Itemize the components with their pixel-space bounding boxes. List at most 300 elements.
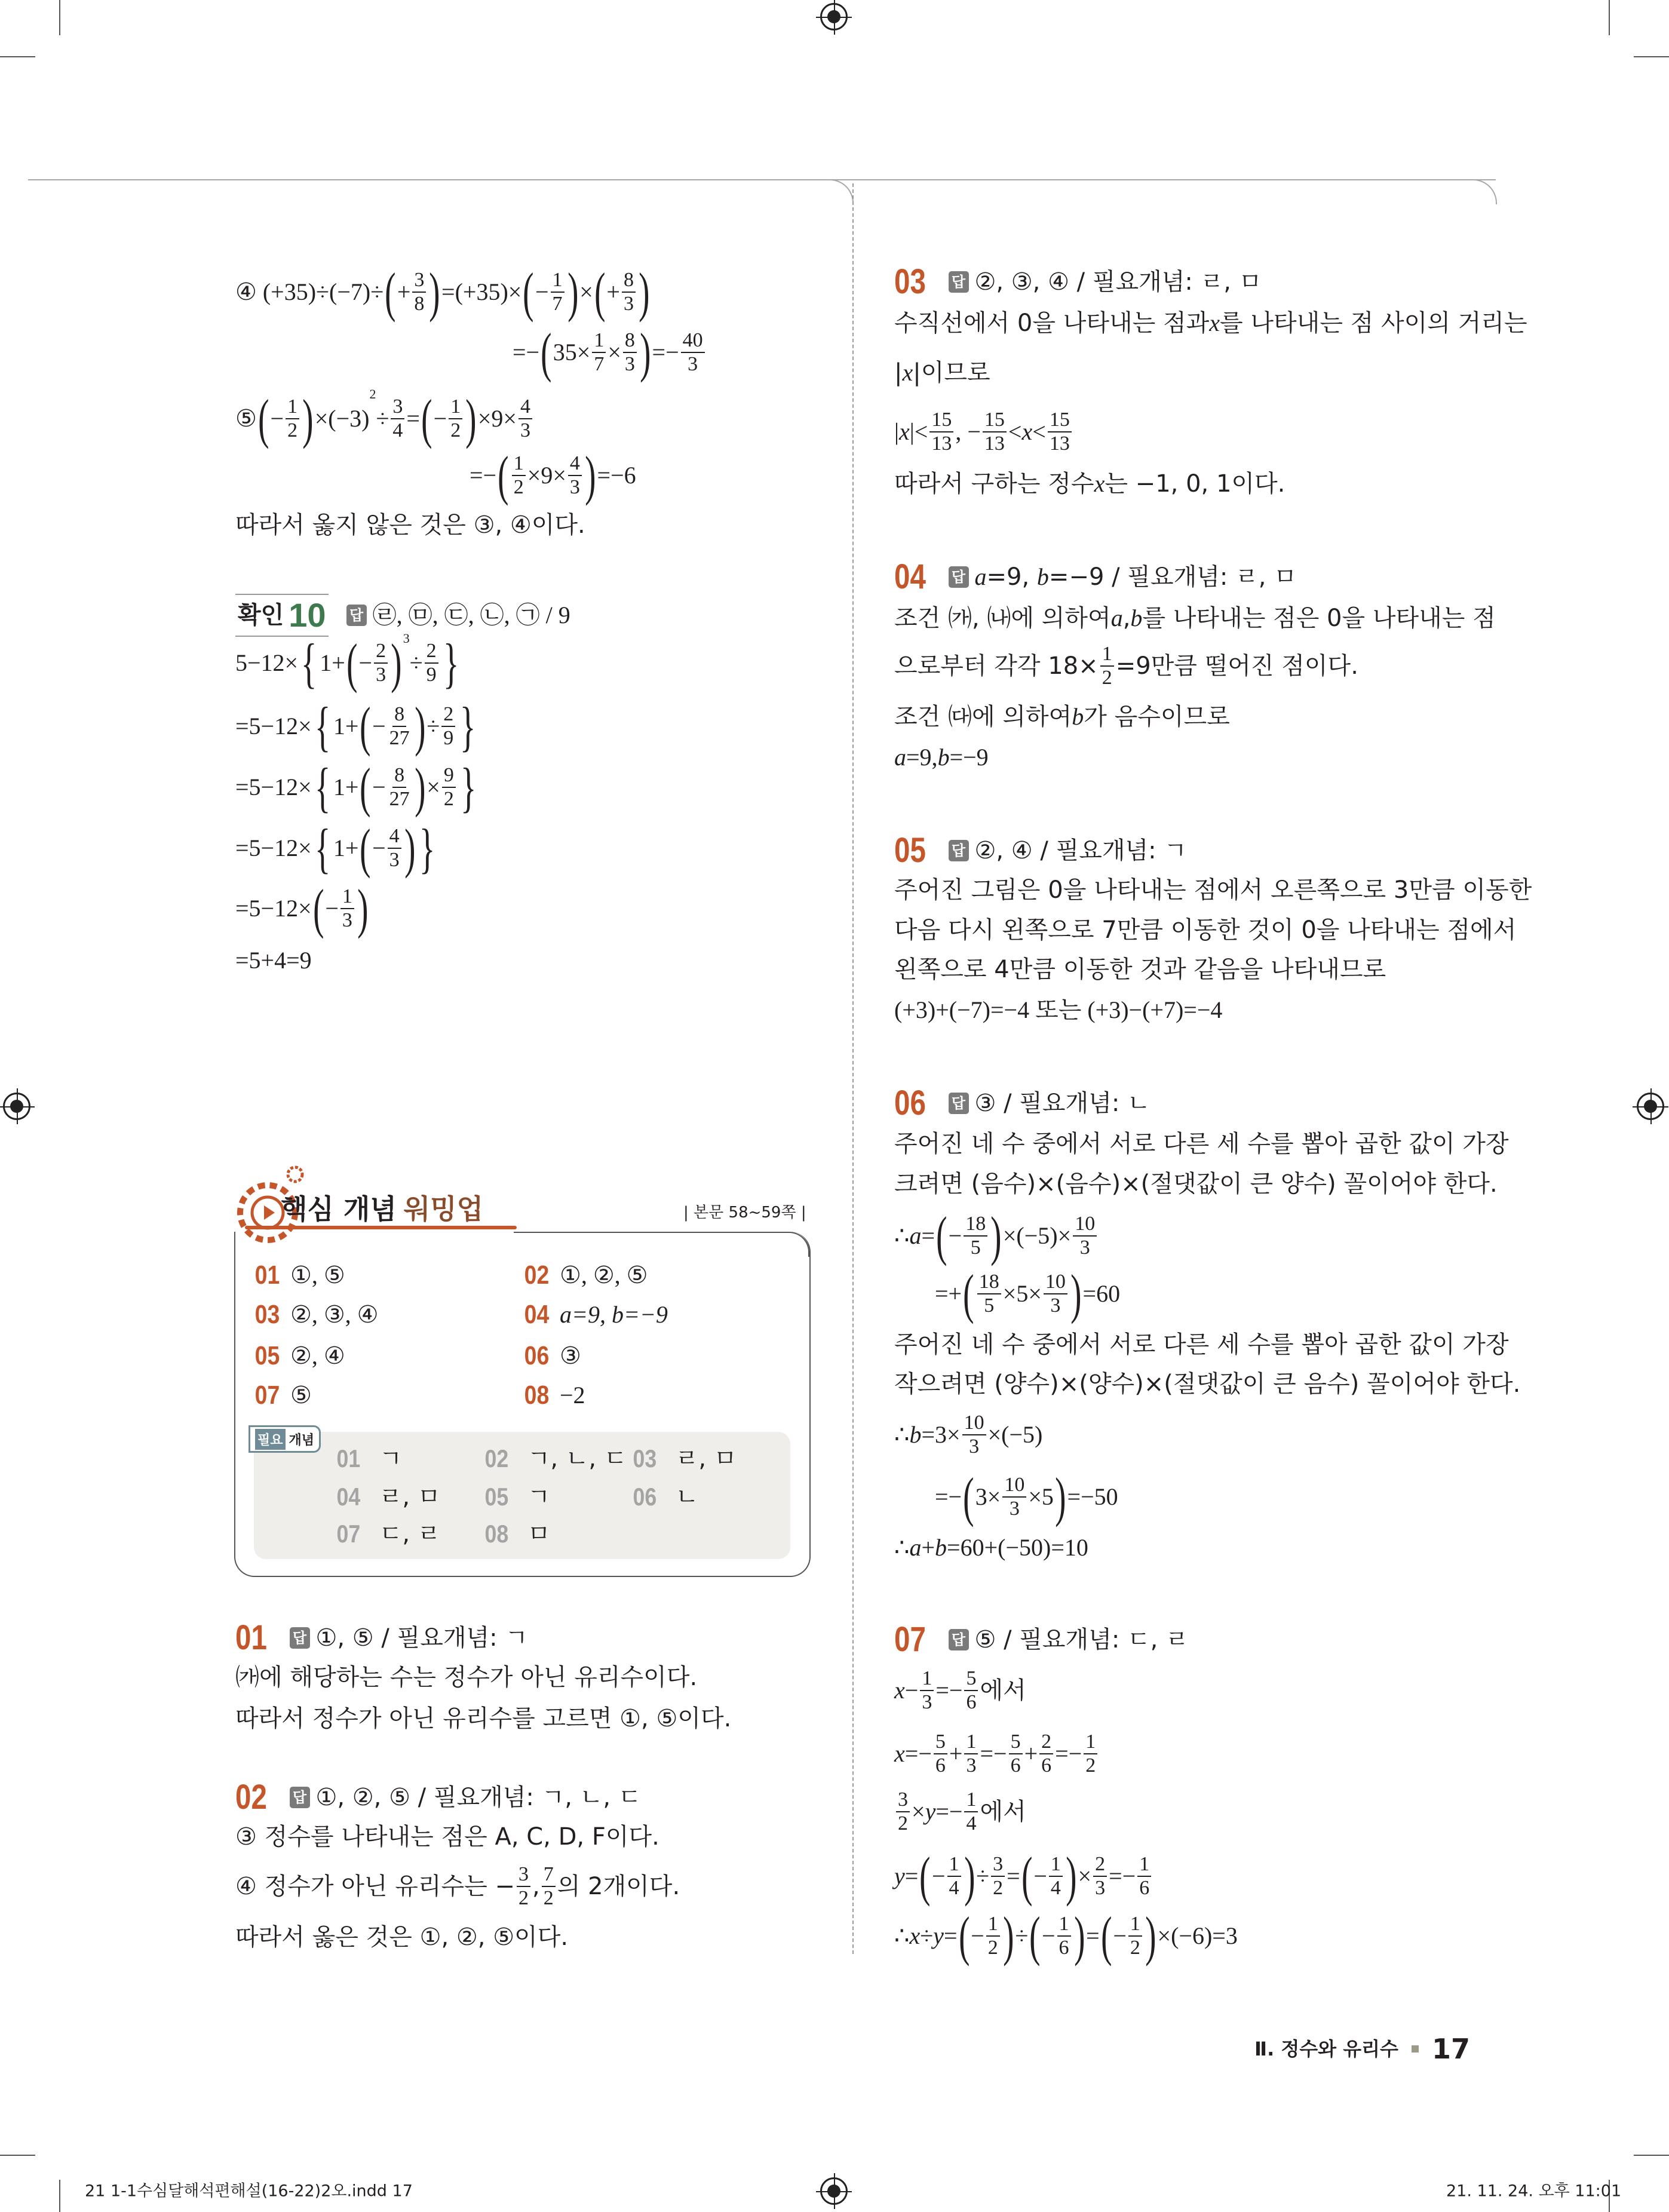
text-run: |이므로 xyxy=(913,359,990,386)
text-run: ÷ xyxy=(920,1922,934,1949)
fraction xyxy=(977,1272,1001,1316)
big-bracket: ( xyxy=(385,262,396,323)
item-number: 06 xyxy=(524,1341,550,1370)
concept-item xyxy=(335,1484,440,1510)
text-run: |< xyxy=(909,418,928,445)
variable: x xyxy=(894,1677,905,1704)
fraction-denominator: 5 xyxy=(970,1237,981,1259)
item-value: ㄱ, ㄴ, ㄷ xyxy=(527,1445,627,1472)
text-run: =5−12× xyxy=(235,713,312,740)
crop-mark xyxy=(0,56,35,57)
big-bracket: ) xyxy=(1066,1846,1077,1907)
text-line xyxy=(894,606,1496,630)
text-run: 에서 xyxy=(980,1677,1026,1704)
fraction-numerator: 1 xyxy=(512,453,526,476)
text-run: =9, xyxy=(906,744,938,771)
math-line xyxy=(894,1413,1042,1457)
fraction-numerator: 1 xyxy=(551,270,564,293)
fraction xyxy=(896,1790,910,1834)
text-run: =− xyxy=(1055,1740,1082,1767)
answer-badge-icon: 답 xyxy=(290,1787,310,1808)
text-line xyxy=(235,1864,680,1909)
text-run: ×9× xyxy=(477,405,517,432)
text-run: 가 음수이므로 xyxy=(1084,703,1230,731)
text-run: ③ / 필요개념: ㄴ xyxy=(974,1090,1150,1117)
question-header-07 xyxy=(894,1622,1189,1657)
text-run: 따라서 구하는 정수 xyxy=(894,470,1094,498)
fraction-numerator: 8 xyxy=(623,330,637,353)
text-run: ④ (+35)÷(−7)÷ xyxy=(235,278,384,305)
fraction-denominator: 2 xyxy=(1102,667,1112,689)
big-bracket: ) xyxy=(585,445,596,506)
fraction xyxy=(1137,1854,1151,1898)
text-run: =5−12× xyxy=(235,895,312,922)
text-run: ×5 xyxy=(1028,1483,1054,1510)
fraction xyxy=(425,641,438,685)
fraction-numerator: 1 xyxy=(286,397,299,419)
fraction-denominator: 6 xyxy=(1010,1754,1021,1777)
item-value: ㄱ xyxy=(527,1483,551,1511)
text-run: =5−12× xyxy=(235,835,312,861)
footer-square-icon xyxy=(1412,2045,1419,2053)
big-bracket: ( xyxy=(541,322,552,383)
text-run: ×(−5) xyxy=(987,1421,1043,1448)
text-line xyxy=(894,644,1358,688)
big-bracket: ) xyxy=(567,262,579,323)
fraction-denominator: 3 xyxy=(922,1691,932,1713)
fraction xyxy=(920,1668,934,1713)
variable: b xyxy=(935,1534,947,1561)
math-line xyxy=(235,262,651,323)
exponent: 2 xyxy=(369,386,376,401)
text-run: , xyxy=(532,1873,540,1900)
big-bracket: ( xyxy=(523,262,534,323)
page-footer xyxy=(1254,2035,1470,2063)
fraction xyxy=(934,1732,947,1776)
question-header-06 xyxy=(894,1086,1150,1121)
fraction-numerator: 1 xyxy=(1049,1854,1063,1877)
fraction-denominator: 6 xyxy=(1041,1754,1052,1777)
fraction-numerator: 8 xyxy=(392,704,406,727)
big-bracket: ( xyxy=(919,1846,931,1907)
big-bracket: ( xyxy=(360,757,371,818)
variable: a xyxy=(1110,605,1123,631)
text-run: − xyxy=(372,835,386,861)
math-line xyxy=(894,1846,1153,1907)
text-run: =3× xyxy=(921,1421,961,1448)
fraction xyxy=(412,270,426,314)
big-bracket: ( xyxy=(958,1906,970,1966)
fraction-denominator: 2 xyxy=(1085,1754,1096,1777)
item-number: 05 xyxy=(254,1341,280,1370)
text-run: =−6 xyxy=(597,462,636,489)
text-run: + xyxy=(921,1534,935,1561)
answer-badge-icon: 답 xyxy=(949,840,969,861)
fraction-numerator: 7 xyxy=(542,1864,556,1887)
answer-text xyxy=(975,270,1262,294)
text-run: ②, ④ / 필요개념: ㄱ xyxy=(974,837,1187,864)
item-number: 06 xyxy=(633,1483,657,1511)
text-run: − xyxy=(971,1922,984,1949)
text-run: 크려면 (음수)×(음수)×(절댓값이 큰 양수) 꼴이어야 한다. xyxy=(894,1170,1498,1198)
variable: x xyxy=(1209,309,1220,336)
text-run: =− xyxy=(1109,1863,1136,1889)
variable: x xyxy=(1021,418,1033,445)
text-run: 작으려면 (양수)×(양수)×(절댓값이 큰 음수) 꼴이어야 한다. xyxy=(894,1370,1521,1398)
text-run: = xyxy=(406,405,420,432)
text-line xyxy=(894,1333,1509,1357)
text-run: 주어진 그림은 0을 나타내는 점에서 오른쪽으로 3만큼 이동한 xyxy=(894,876,1532,904)
fraction-numerator: 1 xyxy=(340,886,354,909)
text-run: 3× xyxy=(975,1483,1001,1510)
fraction-numerator: 10 xyxy=(1044,1272,1067,1294)
fraction-denominator: 3 xyxy=(1050,1294,1061,1317)
big-bracket: ( xyxy=(963,1467,974,1527)
item-number: 02 xyxy=(484,1444,509,1472)
text-run: ×(−5)× xyxy=(1002,1222,1072,1249)
text-line xyxy=(894,361,990,385)
text-run: =(+35)× xyxy=(441,278,522,305)
text-run: =−9 xyxy=(949,744,989,771)
variable: a xyxy=(974,563,987,590)
big-bracket: { xyxy=(314,696,331,757)
item-value: ②, ④ xyxy=(290,1342,345,1369)
fraction xyxy=(1084,1732,1097,1776)
math-line xyxy=(470,445,636,506)
text-run: =− xyxy=(980,1740,1007,1767)
variable: y xyxy=(933,1922,944,1949)
fraction-denominator: 2 xyxy=(993,1877,1004,1899)
fraction-numerator: 1 xyxy=(964,1732,978,1754)
fraction-denominator: 13 xyxy=(1049,432,1070,455)
text-run: 1+ xyxy=(320,649,345,676)
big-bracket: ) xyxy=(1055,1467,1066,1527)
fraction xyxy=(442,765,456,809)
answer-badge-icon: 답 xyxy=(290,1627,310,1649)
text-run: × xyxy=(427,774,440,800)
warmup-title-b: 워밍업 xyxy=(403,1193,484,1225)
big-bracket: { xyxy=(300,633,317,694)
text-run: =− xyxy=(904,1740,932,1767)
text-run: =− xyxy=(935,1798,963,1825)
item-number: 05 xyxy=(484,1483,509,1511)
fraction-denominator: 4 xyxy=(966,1812,977,1834)
fraction xyxy=(622,270,636,314)
text-run: = xyxy=(1007,1863,1020,1889)
text-run: 으로부터 각각 18× xyxy=(894,652,1099,680)
text-run: ②, ③, ④ / 필요개념: ㄹ, ㅁ xyxy=(974,268,1262,296)
fraction-numerator: 2 xyxy=(441,704,455,727)
concept-badge-a: 필요 xyxy=(255,1429,286,1450)
text-run: =− xyxy=(935,1483,962,1510)
item-number: 07 xyxy=(254,1380,280,1410)
big-bracket: ( xyxy=(1100,1906,1112,1966)
text-line xyxy=(894,878,1532,902)
fraction-denominator: 3 xyxy=(969,1435,980,1458)
text-run: 에서 xyxy=(980,1798,1026,1825)
fraction-numerator: 15 xyxy=(1048,410,1072,432)
warmup-answer xyxy=(522,1262,648,1288)
answer-badge-icon: 답 xyxy=(949,566,969,588)
fraction xyxy=(964,1790,978,1834)
fraction xyxy=(1073,1214,1097,1258)
text-run: 수직선에서 0을 나타내는 점과 xyxy=(894,309,1210,337)
math-line xyxy=(235,818,438,879)
text-line xyxy=(894,472,1285,496)
text-run: + xyxy=(949,1740,963,1767)
item-value: ②, ③, ④ xyxy=(290,1301,379,1328)
fraction xyxy=(623,330,637,375)
fraction-denominator: 9 xyxy=(426,664,437,686)
item-value: ㅁ xyxy=(527,1520,551,1548)
text-line xyxy=(235,1925,568,1949)
big-bracket: ) xyxy=(1002,1906,1014,1966)
text-line xyxy=(894,1372,1520,1396)
fraction-numerator: 1 xyxy=(1128,1914,1142,1937)
fraction-denominator: 13 xyxy=(984,432,1005,455)
fraction xyxy=(1039,1732,1053,1776)
fraction xyxy=(391,397,404,441)
text-run: × xyxy=(608,339,621,366)
question-header-03 xyxy=(894,262,1262,301)
variable: b xyxy=(1072,703,1084,730)
item-value: ⑤ xyxy=(290,1382,312,1409)
concept-item xyxy=(631,1446,737,1471)
text-run: ÷ xyxy=(976,1863,990,1889)
text-run: 는 −1, 0, 1이다. xyxy=(1105,470,1286,498)
fraction-denominator: 6 xyxy=(935,1754,946,1777)
big-bracket: ) xyxy=(1145,1906,1156,1966)
variable: a xyxy=(894,744,906,771)
text-run: 따라서 정수가 아닌 유리수를 고르면 ①, ⑤이다. xyxy=(235,1705,732,1732)
math-line xyxy=(894,1205,1099,1266)
fraction xyxy=(983,410,1007,454)
column-divider xyxy=(852,183,854,1954)
text-run: 의 2개이다. xyxy=(557,1873,680,1900)
fraction xyxy=(592,330,606,375)
text-run: 따라서 옳은 것은 ①, ②, ⑤이다. xyxy=(235,1923,569,1951)
text-run: − xyxy=(1113,1922,1127,1949)
warmup-answer xyxy=(522,1302,668,1328)
warmup-answer xyxy=(253,1343,345,1369)
text-run: − xyxy=(931,1863,946,1889)
text-run: 왼쪽으로 4만큼 이동한 것과 같음을 나타내므로 xyxy=(894,956,1386,983)
warmup-title-a: 핵심 개념 xyxy=(281,1193,397,1225)
text-run: ∴ xyxy=(894,1922,910,1949)
fraction xyxy=(568,453,582,498)
text-run: × xyxy=(579,278,593,305)
fraction-numerator: 10 xyxy=(962,1413,986,1435)
big-bracket: ) xyxy=(404,818,416,879)
fraction xyxy=(388,765,412,809)
concept-item xyxy=(483,1484,550,1510)
crop-mark xyxy=(1634,56,1669,57)
big-bracket: ) xyxy=(357,878,369,939)
question-number: 01 xyxy=(235,1618,267,1657)
text-run: , xyxy=(1122,605,1131,632)
fraction-numerator: 3 xyxy=(991,1854,1005,1877)
fraction xyxy=(947,1854,961,1898)
item-number: 03 xyxy=(633,1444,657,1472)
item-number: 07 xyxy=(336,1520,361,1548)
fraction-denominator: 3 xyxy=(520,419,530,441)
math-line xyxy=(894,1790,1026,1834)
text-run: 1+ xyxy=(333,774,359,800)
text-run: ×(−6)=3 xyxy=(1157,1922,1238,1949)
text-run: + xyxy=(397,278,411,305)
text-run: =9만큼 떨어진 점이다. xyxy=(1115,652,1358,680)
text-run: 따라서 옳지 않은 것은 ③, ④이다. xyxy=(235,511,585,539)
answer-badge-icon: 답 xyxy=(949,1629,969,1650)
question-header-01 xyxy=(235,1618,528,1657)
exponent: 3 xyxy=(403,631,410,646)
text-run: × xyxy=(1078,1863,1092,1889)
big-bracket: ( xyxy=(498,445,509,506)
variable: x xyxy=(899,418,910,445)
item-number: 03 xyxy=(254,1300,280,1329)
variable: x xyxy=(1094,470,1105,497)
text-run: =− xyxy=(470,462,497,489)
fraction xyxy=(964,1214,987,1258)
math-line xyxy=(894,1536,1088,1560)
fraction xyxy=(542,1864,556,1909)
text-line xyxy=(894,705,1230,729)
math-line xyxy=(894,1906,1238,1966)
fraction xyxy=(512,453,526,498)
math-line xyxy=(235,757,479,818)
big-bracket: ( xyxy=(421,388,432,449)
fraction-numerator: 3 xyxy=(517,1864,530,1887)
warmup-answer xyxy=(253,1262,345,1288)
question-number: 05 xyxy=(894,831,926,870)
fraction-numerator: 5 xyxy=(964,1668,978,1691)
warmup-page-ref: | 본문 58~59쪽 | xyxy=(683,1204,806,1222)
fraction-denominator: 3 xyxy=(342,909,352,931)
big-bracket: } xyxy=(460,696,476,757)
answer-text xyxy=(975,839,1187,863)
text-run: − xyxy=(433,405,447,432)
text-run: × xyxy=(912,1798,925,1825)
fraction xyxy=(286,397,299,441)
fraction-denominator: 2 xyxy=(513,476,524,498)
concept-item xyxy=(631,1484,698,1510)
fraction-numerator: 1 xyxy=(592,330,606,353)
text-run: 주어진 네 수 중에서 서로 다른 세 수를 뽑아 곱한 값이 가장 xyxy=(894,1331,1509,1358)
text-run: < xyxy=(1008,418,1022,445)
text-run: = xyxy=(921,1222,935,1249)
question-header-02 xyxy=(235,1780,641,1815)
page-number: 17 xyxy=(1431,2033,1470,2065)
fraction-denominator: 7 xyxy=(594,353,605,375)
text-run: = xyxy=(1086,1922,1100,1949)
fraction-denominator: 6 xyxy=(1059,1937,1069,1959)
registration-mark-icon xyxy=(3,1093,30,1120)
fraction-denominator: 27 xyxy=(389,788,410,810)
text-run: ∴ xyxy=(894,1222,910,1249)
text-run: =− xyxy=(652,339,679,366)
fraction xyxy=(1128,1914,1142,1958)
answer-text xyxy=(975,565,1297,589)
fraction-denominator: 3 xyxy=(376,664,386,686)
fraction-numerator: 1 xyxy=(1084,1732,1097,1754)
fraction-numerator: 4 xyxy=(568,453,582,476)
text-run: =−9 / 필요개념: ㄹ, ㅁ xyxy=(1048,563,1297,591)
fraction xyxy=(986,1914,1000,1958)
big-bracket: ) xyxy=(1073,1906,1085,1966)
fraction xyxy=(1044,1272,1067,1316)
crop-mark xyxy=(1634,2155,1669,2156)
text-run: ㈎에 해당하는 수는 정수가 아닌 유리수이다. xyxy=(235,1664,698,1691)
top-rule xyxy=(28,179,1496,216)
text-line xyxy=(235,1665,697,1689)
concept-item xyxy=(483,1521,550,1547)
question-number: 04 xyxy=(894,557,926,596)
text-run: − xyxy=(270,405,284,432)
text-run: | xyxy=(894,418,900,445)
big-bracket: } xyxy=(460,757,477,818)
fraction-denominator: 6 xyxy=(966,1691,977,1713)
fraction-numerator: 4 xyxy=(388,826,401,849)
check-label-box xyxy=(235,594,329,637)
big-bracket: } xyxy=(443,633,459,694)
warmup-underline xyxy=(245,1226,517,1229)
math-line xyxy=(235,949,312,972)
fraction-numerator: 15 xyxy=(929,410,953,432)
fraction-denominator: 13 xyxy=(931,432,952,455)
text-run: , − xyxy=(955,418,981,445)
fraction xyxy=(374,641,388,685)
math-line xyxy=(513,322,707,383)
item-number: 08 xyxy=(524,1380,550,1410)
fraction-denominator: 3 xyxy=(569,476,580,498)
big-bracket: ) xyxy=(391,633,402,694)
text-run: − xyxy=(325,895,339,922)
fraction-denominator: 6 xyxy=(1139,1877,1150,1899)
fraction-denominator: 5 xyxy=(984,1294,995,1317)
concept-badge xyxy=(248,1425,321,1453)
fraction xyxy=(449,397,462,441)
big-bracket: ( xyxy=(1029,1906,1041,1966)
fraction-denominator: 2 xyxy=(898,1812,908,1834)
registration-mark-icon xyxy=(820,3,848,30)
registration-mark-icon xyxy=(1637,1093,1664,1120)
fraction-denominator: 2 xyxy=(543,1887,554,1909)
text-run: = xyxy=(904,1863,919,1889)
fraction-denominator: 3 xyxy=(1079,1237,1090,1259)
math-line xyxy=(235,696,478,757)
question-number: 02 xyxy=(235,1778,267,1817)
text-line xyxy=(235,513,585,537)
item-number: 04 xyxy=(524,1300,550,1329)
fraction xyxy=(1048,410,1072,454)
math-line xyxy=(894,998,1222,1022)
big-bracket: ) xyxy=(990,1205,1002,1266)
math-line xyxy=(894,1732,1099,1776)
math-line xyxy=(894,745,989,769)
crop-mark xyxy=(1609,0,1610,35)
big-bracket: ) xyxy=(414,757,426,818)
big-bracket: ( xyxy=(257,388,269,449)
variable: y xyxy=(925,1798,936,1825)
math-line xyxy=(235,631,462,694)
fraction xyxy=(962,1413,986,1457)
text-run: − xyxy=(1033,1863,1047,1889)
fraction-numerator: 1 xyxy=(920,1668,934,1691)
big-bracket: ) xyxy=(640,322,651,383)
big-bracket: ( xyxy=(594,262,606,323)
text-run: < xyxy=(1032,418,1046,445)
fraction-numerator: 3 xyxy=(896,1790,910,1812)
